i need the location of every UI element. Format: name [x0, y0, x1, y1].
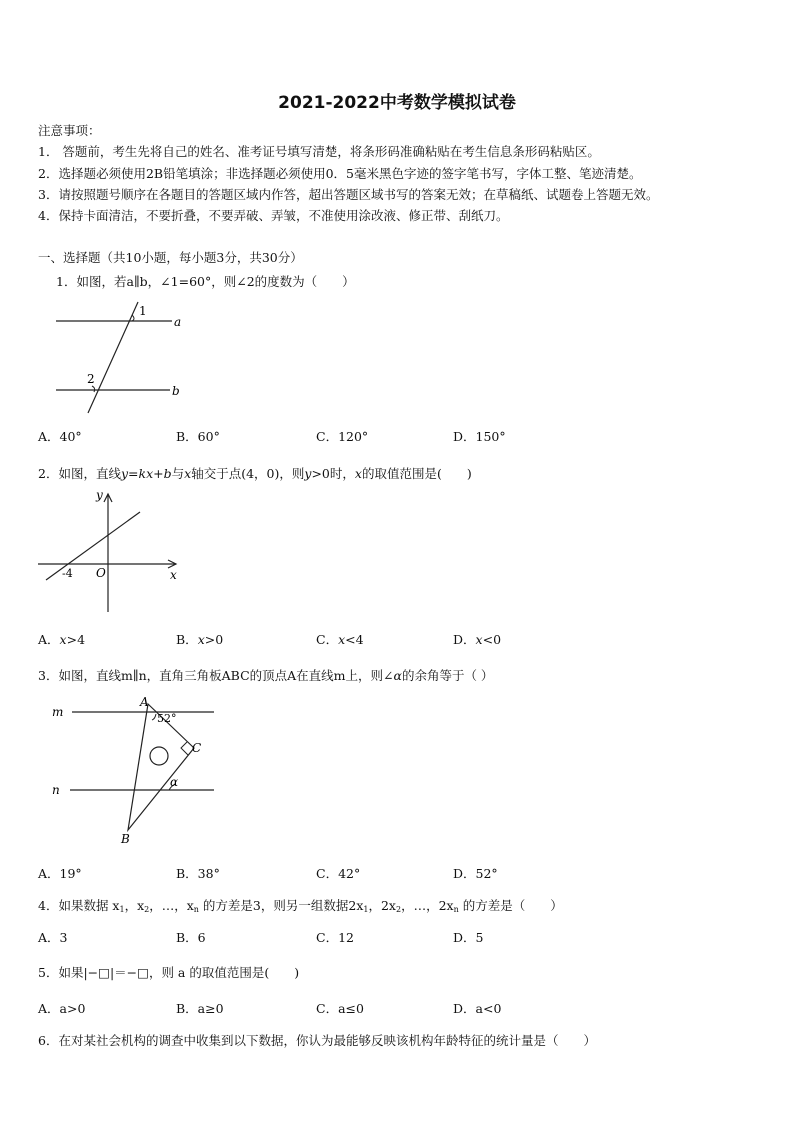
label-B: B — [121, 832, 130, 846]
q5-option-a[interactable]: A．a>0 — [38, 1001, 86, 1016]
page-title: 2021-2022中考数学模拟试卷 — [278, 93, 516, 113]
transversal — [88, 302, 138, 413]
line-kx-b — [46, 512, 140, 580]
note-item-2: 2．选择题必须使用2B铅笔填涂；非选择题必须使用0．5毫米黑色字迹的签字笔书写，字体工整、笔迹清楚。 — [38, 166, 642, 181]
q4-option-c[interactable]: C．12 — [316, 930, 354, 945]
q2-option-c[interactable]: C．x<4 — [316, 632, 364, 647]
note-item-3: 3．请按照题号顺序在各题目的答题区域内作答，超出答题区域书写的答案无效；在草稿纸、试题卷上答题无效。 — [38, 187, 659, 202]
question-4-stem: 4．如果数据 $x_1$，$x_2$，…，$x_n$ 的方差是3，则另一组数据$2x_1$，$2x_2$，…，$2x_n$ 的方差是（ ） — [38, 898, 563, 914]
label-n: n — [52, 783, 60, 797]
question-1-stem: 1．如图，若a∥b，∠1=60°，则∠2的度数为（ ） — [56, 274, 355, 289]
label-1: 1 — [139, 304, 147, 318]
q3-option-d[interactable]: D．52° — [453, 866, 498, 881]
label-2: 2 — [87, 372, 95, 386]
q3-option-c[interactable]: C．42° — [316, 866, 361, 881]
note-item-1: 1． 答题前，考生先将自己的姓名、准考证号填写清楚，将条形码准确粘贴在考生信息条形码粘贴区。 — [38, 144, 600, 159]
q5-option-c[interactable]: C．a≤0 — [316, 1001, 364, 1016]
label-minus-4: -4 — [62, 567, 73, 580]
triangle-hole — [150, 747, 168, 765]
label-origin: O — [96, 566, 106, 580]
q2-option-a[interactable]: A．x>4 — [38, 632, 86, 647]
q1-option-a[interactable]: A．40° — [38, 429, 82, 444]
label-C: C — [192, 741, 202, 755]
notes-header: 注意事项： — [38, 123, 101, 138]
q4-option-d[interactable]: D．5 — [453, 930, 484, 945]
q5-option-b[interactable]: B．a≥0 — [176, 1001, 224, 1016]
label-b: b — [172, 384, 180, 398]
angle-1-arc — [132, 315, 134, 321]
section-heading: 一、选择题（共10小题，每小题3分，共30分） — [38, 250, 303, 265]
q2-option-b[interactable]: B．x>0 — [176, 632, 224, 647]
q3-option-a[interactable]: A．19° — [38, 866, 82, 881]
question-2-figure — [34, 486, 184, 616]
label-a: a — [174, 315, 182, 329]
question-5-stem: 5．如果|−□|＝−□，则 a 的取值范围是( ) — [38, 965, 300, 980]
question-3-figure — [44, 690, 224, 852]
right-angle-mark — [181, 742, 188, 755]
q3-option-b[interactable]: B．38° — [176, 866, 220, 881]
q1-option-b[interactable]: B．60° — [176, 429, 220, 444]
label-alpha: α — [170, 775, 179, 789]
label-A: A — [140, 695, 149, 709]
angle-52-arc — [152, 714, 156, 720]
q4-option-b[interactable]: B．6 — [176, 930, 206, 945]
question-6-stem: 6．在对某社会机构的调查中收集到以下数据，你认为最能够反映该机构年龄特征的统计量是（ ） — [38, 1033, 596, 1048]
angle-2-arc — [92, 386, 95, 392]
q1-option-d[interactable]: D．150° — [453, 429, 506, 444]
q4-option-a[interactable]: A．3 — [38, 930, 68, 945]
q1-option-c[interactable]: C．120° — [316, 429, 369, 444]
q2-option-d[interactable]: D．x<0 — [453, 632, 502, 647]
note-item-4: 4．保持卡面清洁，不要折叠，不要弄破、弄皱，不准使用涂改液、修正带、刮纸刀。 — [38, 208, 509, 223]
q5-option-d[interactable]: D．a<0 — [453, 1001, 502, 1016]
question-3-stem: 3．如图，直线m∥n，直角三角板ABC的顶点A在直线m上，则∠α的余角等于（ ） — [38, 668, 494, 683]
label-52-degrees: 52° — [157, 712, 177, 725]
label-m: m — [52, 705, 64, 719]
label-y: y — [96, 488, 103, 502]
label-x: x — [170, 568, 177, 582]
question-1-figure — [50, 300, 200, 418]
question-2-stem: 2．如图，直线y=kx+b与x轴交于点(4，0)，则y>0时，x的取值范围是( ) — [38, 466, 472, 481]
